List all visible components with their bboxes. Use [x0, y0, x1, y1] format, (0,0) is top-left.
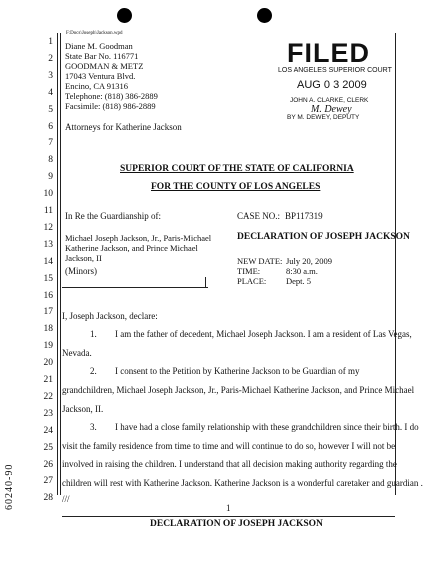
line-number: 23 [43, 408, 53, 419]
margin-line-left-2 [60, 33, 61, 495]
new-date: July 20, 2009 [286, 256, 333, 266]
line-number: 13 [43, 239, 53, 250]
line-number: 24 [43, 425, 53, 436]
line-number: 25 [43, 442, 53, 453]
stamp-filed: FILED [287, 38, 370, 68]
counsel-street: 17043 Ventura Blvd. [65, 71, 136, 81]
counsel-telephone: Telephone: (818) 386-2889 [65, 91, 158, 101]
line-number: 4 [48, 87, 53, 98]
caption-in-re: In Re the Guardianship of: [65, 211, 161, 221]
margin-line-left [57, 33, 58, 495]
p2-num: 2. [90, 366, 97, 376]
caption-minors: (Minors) [65, 266, 97, 276]
line-number: 1 [48, 37, 53, 47]
case-no: BP117319 [285, 211, 323, 221]
line-number: 11 [43, 206, 53, 216]
line-number: 19 [43, 341, 53, 352]
p3-num: 3. [90, 422, 97, 432]
minors-names-2: Katherine Jackson, and Prince Michael [65, 243, 198, 253]
counsel-bar: State Bar No. 116771 [65, 51, 139, 61]
hearing-labels [237, 256, 282, 286]
line-number: 17 [43, 307, 53, 318]
p3-line-a: I have had a close family relationship with these grandchildren since their birth. I do [115, 422, 419, 432]
p2-line-b: grandchildren, Michael Joseph Jackson, Jr., Paris-Michael Katherine Jackson, and Prince Michael [62, 385, 415, 395]
page-number: 1 [226, 503, 231, 513]
footer-title: DECLARATION OF JOSEPH JACKSON [150, 519, 323, 529]
punch-hole-right [257, 8, 272, 23]
footer-rule [62, 516, 395, 517]
p3-line-c: involved in raising the children. I understand that all decision making authority regarding the [62, 459, 397, 469]
caption-bracket [205, 277, 206, 287]
line-number: 21 [43, 375, 53, 385]
side-code: 60240-90 [4, 463, 15, 510]
intro: I, Joseph Jackson, declare: [62, 311, 158, 321]
attorneys-for: Attorneys for Katherine Jackson [65, 122, 182, 132]
line-number: 22 [43, 391, 53, 402]
counsel-name: Diane M. Goodman [65, 41, 133, 51]
minors-names-1: Michael Joseph Jackson, Jr., Paris-Michael [65, 233, 212, 243]
hearing-values [286, 256, 332, 286]
line-number: 2 [48, 53, 53, 64]
time: 8:30 a.m. [286, 266, 318, 276]
p3-line-b: visit the family residence from time to time and will continue to do so, however I will not be [62, 441, 396, 451]
line-number: 14 [43, 256, 53, 267]
time-label: TIME: [237, 266, 261, 276]
p2-line-a: I consent to the Petition by Katherine Jackson to be Guardian of my [115, 366, 360, 376]
court-title-line2: FOR THE COUNTY OF LOS ANGELES [151, 182, 321, 192]
counsel-firm: GOODMAN & METZ [65, 61, 144, 71]
p1-line-b: Nevada. [62, 348, 92, 358]
p1-line-a: I am the father of decedent, Michael Joseph Jackson. I am a resident of Las Vegas, [115, 329, 412, 339]
line-number: 27 [43, 476, 53, 487]
p2-line-c: Jackson, II. [62, 404, 104, 414]
court-title-line1: SUPERIOR COURT OF THE STATE OF CALIFORNIA [120, 164, 354, 174]
line-number: 10 [43, 189, 53, 200]
stamp-court: LOS ANGELES SUPERIOR COURT [278, 67, 392, 74]
line-number: 9 [48, 172, 53, 183]
line-number: 18 [43, 324, 53, 335]
stamp-deputy: BY M. DEWEY, DEPUTY [287, 114, 360, 121]
counsel-city: Encino, CA 91316 [65, 81, 129, 91]
line-number: 26 [43, 459, 53, 470]
place: Dept. 5 [286, 276, 312, 286]
p1-num: 1. [90, 329, 97, 339]
case-no-label: CASE NO.: [237, 211, 281, 221]
stamp-signature: M. Dewey [311, 104, 352, 115]
line-number: 12 [43, 222, 53, 233]
caption-minors-names [65, 233, 211, 263]
declaration-title: DECLARATION OF JOSEPH JACKSON [237, 232, 410, 242]
line-number: 8 [48, 155, 53, 166]
line-number: 7 [48, 138, 53, 149]
punch-hole-left [117, 8, 132, 23]
p3-line-d: children will rest with Katherine Jackson. Katherine Jackson is a wonderful caretaker and guardian . [62, 478, 423, 488]
counsel-facsimile: Facsimile: (818) 986-2889 [65, 101, 156, 111]
stamp-date: AUG 0 3 2009 [297, 79, 367, 91]
minors-names-3: Jackson, II [65, 253, 102, 263]
line-number: 15 [43, 273, 53, 284]
counsel-block [65, 41, 158, 111]
stamp-clerk: JOHN A. CLARKE, CLERK [290, 97, 369, 104]
line-number: 28 [43, 493, 53, 504]
line-number: 16 [43, 290, 53, 301]
caption-bottom-line [62, 287, 208, 288]
new-date-label: NEW DATE: [237, 256, 283, 266]
line-number: 3 [48, 70, 53, 81]
line-number: 20 [43, 358, 53, 369]
line-number: 5 [48, 104, 53, 115]
file-label: F:Docs\Joseph\Jackson.wpd [66, 31, 123, 36]
line-number: 6 [48, 121, 53, 132]
place-label: PLACE: [237, 276, 267, 286]
p3-line-e: /// [62, 494, 70, 504]
